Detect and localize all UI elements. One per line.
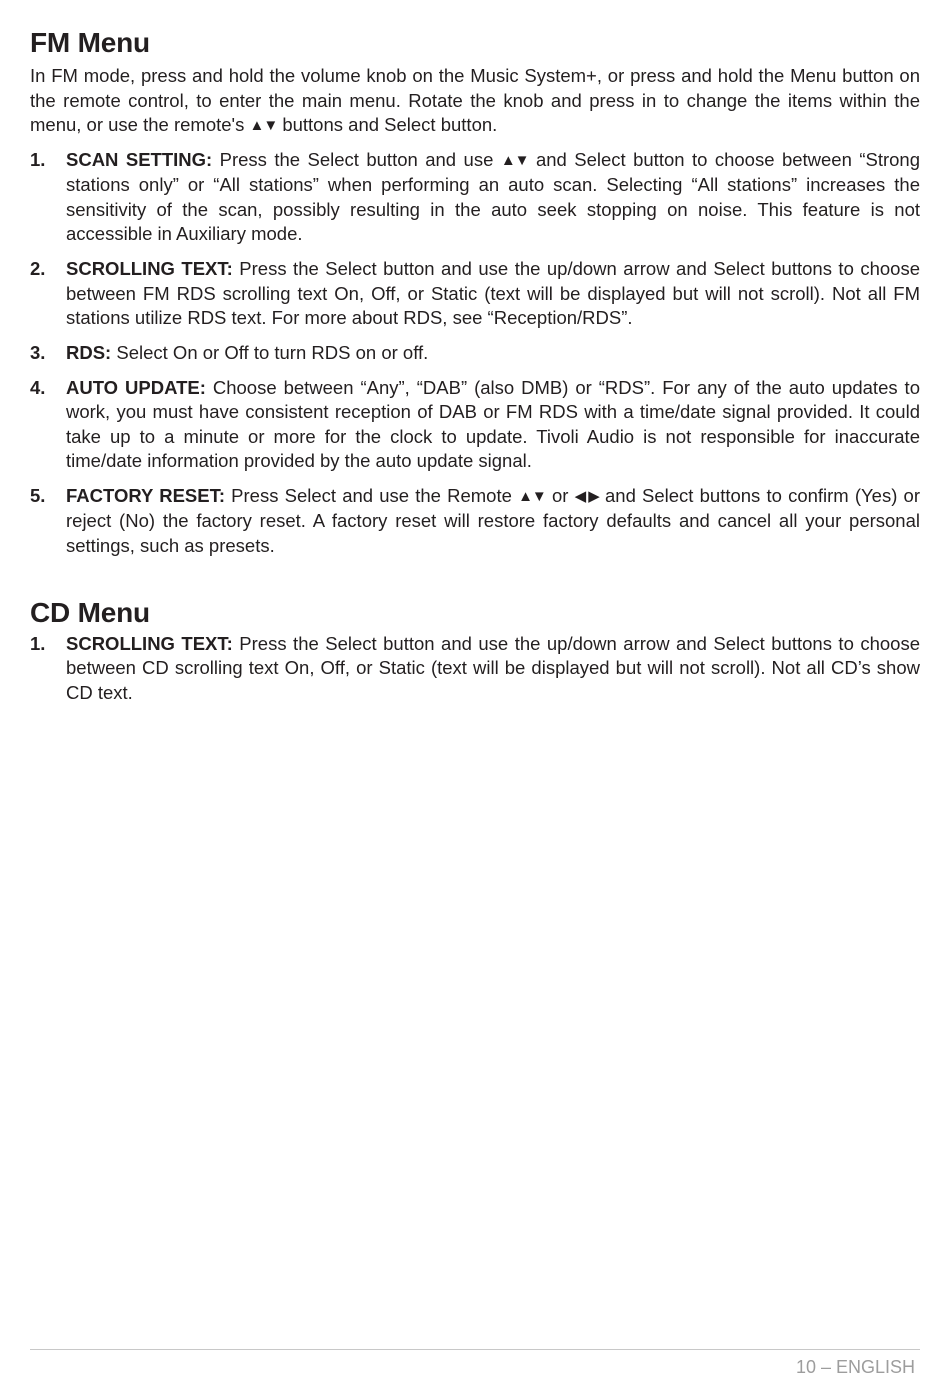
footer-divider	[30, 1349, 920, 1350]
list-item-text: Choose between “Any”, “DAB” (also DMB) or “RDS”. For any of the auto updates to work, you must have consistent reception of DAB or FM RDS with a time/date signal provided. It could take up to a minute or more for the clock to update. Tivoli Audio is not responsible for inaccurate time/date information provided by the auto update signal.	[66, 376, 920, 471]
list-item-text: Select On or Off to turn RDS on or off.	[111, 341, 429, 363]
list-item-number: 2.	[30, 258, 46, 280]
list-item-text: and Select button to choose between “Strong stations only” or “All stations” when performing an auto scan. Selecting “All stations” increases the sensitivity of the scan, possibly resulting in the auto seek stopping on noise. This feature is not accessible in Auxiliary mode.	[66, 149, 920, 245]
list-item-term: AUTO UPDATE:	[66, 376, 206, 398]
fm-menu-intro	[30, 64, 920, 139]
list-item-number: 3.	[30, 341, 46, 363]
list-item-term: SCROLLING TEXT:	[66, 633, 233, 654]
list-item-text: and Select buttons to confirm (Yes) or reject (No) the factory reset. A factory reset will restore factory defaults and cancel all your personal settings, such as presets.	[66, 484, 921, 556]
cd-menu-list	[30, 632, 920, 716]
list-item-number: 4.	[30, 376, 46, 398]
list-item-text: or	[545, 484, 575, 506]
list-item-rds	[30, 341, 920, 365]
list-item-cd-scrolling-text	[30, 632, 920, 705]
list-item-term: SCAN SETTING:	[66, 149, 213, 170]
list-item-scan-setting	[30, 148, 920, 247]
page-number-footer: 10 – ENGLISH	[795, 1357, 915, 1377]
intro-text-part-2: buttons and Select button.	[277, 114, 498, 136]
list-item-term: SCROLLING TEXT:	[66, 258, 233, 280]
list-item-factory-reset	[30, 484, 920, 558]
intro-text-part-1: In FM mode, press and hold the volume knob on the Music System+, or press and hold the Menu button on the remote control, to enter the main menu. Rotate the knob and press in to change the items within the menu, or use the remote's	[30, 65, 920, 136]
list-item-text: Press the Select button and use	[212, 149, 501, 170]
fm-menu-heading: FM Menu	[30, 27, 150, 58]
list-item-term: FACTORY RESET:	[66, 484, 225, 506]
list-item-text: Press Select and use the Remote	[225, 484, 519, 506]
list-item-text: Press the Select button and use the up/down arrow and Select buttons to choose between FM RDS scrolling text On, Off, or Static (text will be displayed but will not scroll). Not all FM stations utilize RDS text. For more about RDS, see “Reception/RDS”.	[66, 258, 920, 328]
list-item-number: 5.	[30, 484, 46, 506]
list-item-auto-update	[30, 376, 920, 474]
up-down-arrows-icon: ▲▼	[500, 152, 529, 169]
left-right-arrows-icon: ◀ ▶	[574, 487, 599, 505]
list-item-scrolling-text	[30, 257, 920, 330]
list-item-number: 1.	[30, 633, 46, 654]
list-item-text: Press the Select button and use the up/down arrow and Select buttons to choose between CD scrolling text On, Off, or Static (text will be displayed but will not scroll). Not all CD’s show CD text.	[66, 633, 920, 703]
cd-menu-heading: CD Menu	[30, 597, 150, 628]
fm-menu-list	[30, 148, 920, 569]
list-item-number: 1.	[30, 149, 46, 170]
up-down-arrows-icon: ▲▼	[249, 117, 278, 135]
list-item-term: RDS:	[66, 341, 112, 363]
up-down-arrows-icon: ▲▼	[518, 487, 546, 505]
